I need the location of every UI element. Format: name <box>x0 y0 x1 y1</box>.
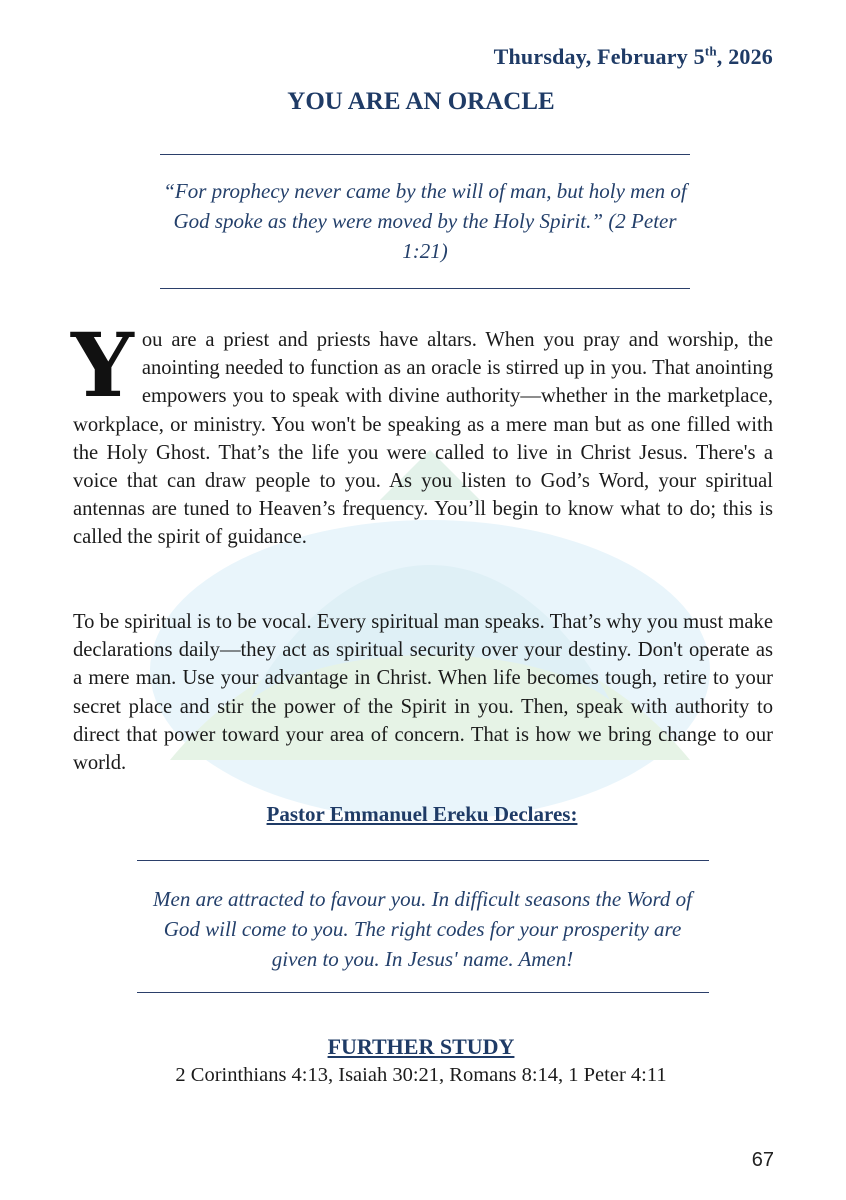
drop-cap-letter: Y <box>71 313 134 417</box>
devotional-date <box>494 44 773 70</box>
page-number: 67 <box>751 1149 774 1171</box>
date-text: Thursday, February 5 <box>493 44 705 69</box>
references-text: 2 Corinthians 4:13, Isaiah 30:21, Romans 8:14, 1 Peter 4:11 <box>175 1064 667 1086</box>
declaration-heading <box>0 802 846 827</box>
divider-top <box>160 154 690 155</box>
scripture-quote: “For prophecy never came by the will of man, but holy men of God spoke as they were moved by the Holy Spirit.” (2 Peter 1:21) <box>163 179 687 263</box>
date-ordinal-suffix: th <box>704 43 717 59</box>
body-paragraph-1 <box>71 313 773 552</box>
declaration-heading-text: Pastor Emmanuel Ereku Declares: <box>266 802 578 826</box>
body-paragraph-2: To be spiritual is to be vocal. Every spiritual man speaks. That’s why you must make declarations daily—they act as spiritual security over your destiny. Don't operate as a mere man. Use your advantage in Christ. When life becomes tough, retire to your secret place and stir the power of the Spirit in you. Then, speak with authority to direct that power toward your area of concern. That is how we bring change to our world. <box>73 611 773 775</box>
divider-declaration-top <box>137 860 709 861</box>
further-study-heading-text: FURTHER STUDY <box>327 1034 515 1059</box>
further-study-references <box>0 1064 846 1087</box>
title-text: YOU ARE AN ORACLE <box>287 88 555 115</box>
page-title <box>0 88 846 116</box>
date-year: , 2026 <box>716 44 773 69</box>
divider-declaration-bottom <box>137 992 709 993</box>
further-study-heading <box>0 1034 846 1060</box>
declaration-text: Men are attracted to favour you. In difficult seasons the Word of God will come to you. The right codes for your prosperity are given to you. In Jesus' name. Amen! <box>153 887 692 971</box>
paragraph-1-text: ou are a priest and priests have altars. When you pray and worship, the anointing needed to function as an oracle is stirred up in you. That anointing empowers you to speak with divine authority—whether in the marketplace, workplace, or ministry. You won't be speaking as a mere man but as one filled with the Holy Ghost. That’s the life you were called to live in Christ Jesus. There's a voice that can draw people to you. As you listen to God’s Word, your spiritual antennas are tuned to Heaven’s frequency. You’ll begin to know what to do; this is called the spirit of guidance. <box>73 329 773 549</box>
divider-scripture-bottom <box>160 288 690 289</box>
